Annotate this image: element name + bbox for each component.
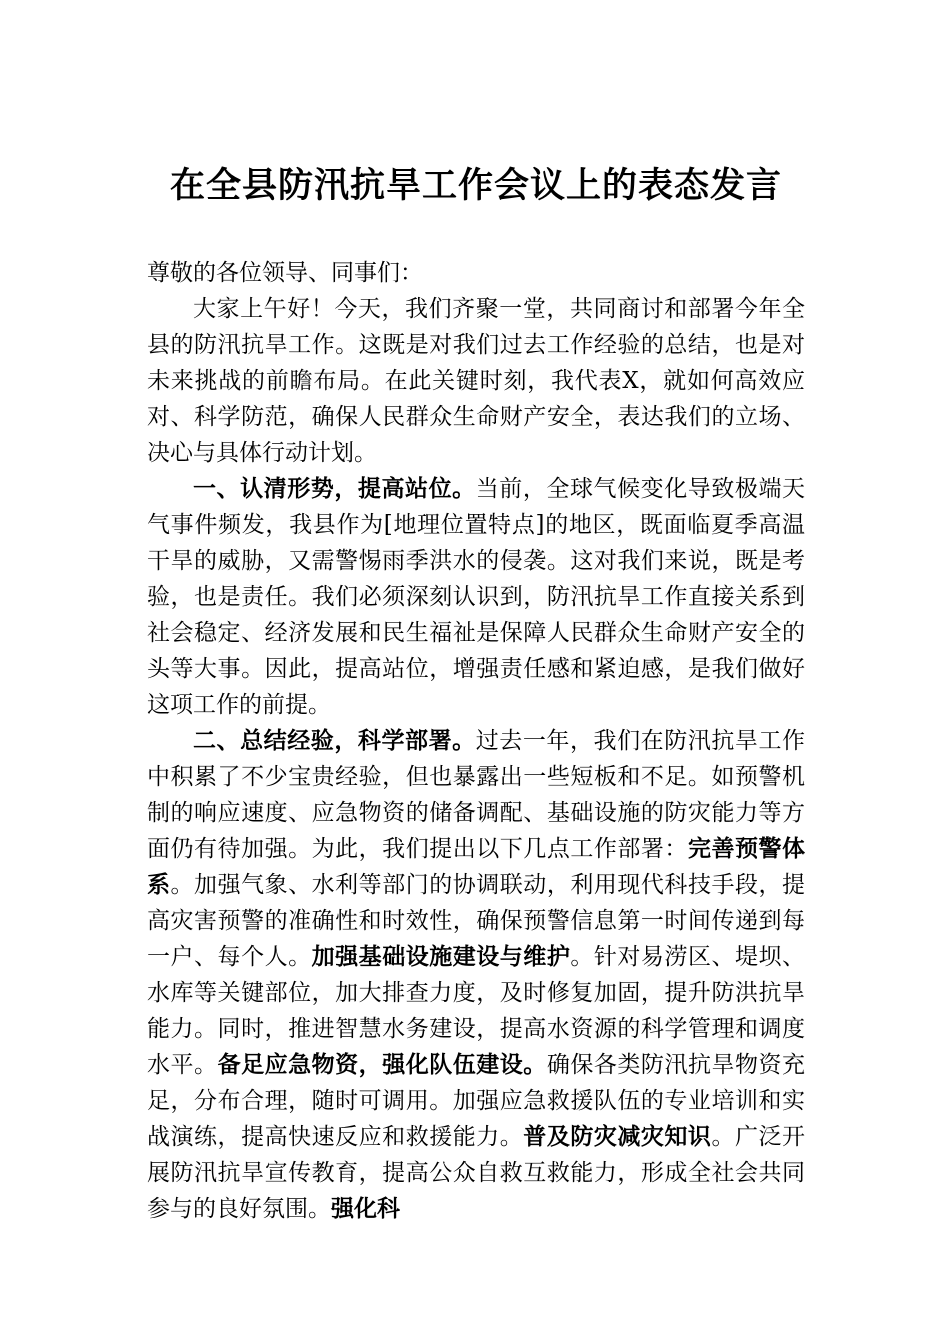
paragraph-situation <box>147 471 805 723</box>
paragraph-intro: 大家上午好！今天，我们齐聚一堂，共同商讨和部署今年全县的防汛抗旱工作。这既是对我们过去工作经验的总结，也是对未来挑战的前瞻布局。在此关键时刻，我代表X，就如何高效应对、科学防范，确保人民群众生命财产安全，表达我们的立场、决心与具体行动计划。 <box>147 296 805 466</box>
document-title: 在全县防汛抗旱工作会议上的表态发言 <box>169 165 782 206</box>
paragraph-situation-text: 当前，全球气候变化导致极端天气事件频发，我县作为[地理位置特点]的地区，既面临夏季高温干旱的威胁，又需警惕雨季洪水的侵袭。这对我们来说，既是考验，也是责任。我们必须深刻认识到，防汛抗旱工作直接关系到社会稳定、经济发展和民生福祉是保障人民群众生命财产安全的头等大事。因此，提高站位，增强责任感和紧迫感，是我们做好这项工作的前提。 <box>147 476 806 718</box>
paragraph-deployment <box>147 723 805 1227</box>
paragraph-deployment-text: 过去一年，我们在防汛抗旱工作中积累了不少宝贵经验，但也暴露出一些短板和不足。如预警机制的响应速度、应急物资的储备调配、基础设施的防灾能力等方面仍有待加强。为此，我们提出以下几点工作部署： <box>147 728 806 862</box>
point-emergency-supplies-text: 确保各类防汛抗旱物资充足，分布合理，随时可调用。加强应急救援队伍的专业培训和实战演练，提高快速反应和救援能力。 <box>147 1052 806 1150</box>
salutation: 尊敬的各位领导、同事们： <box>147 260 423 286</box>
point-emergency-supplies: 备足应急物资，强化队伍建设。 <box>217 1052 547 1078</box>
point-infrastructure: 加强基础设施建设与维护 <box>311 944 571 970</box>
section-heading-deployment: 二、总结经验，科学部署。 <box>193 728 476 754</box>
point-science-partial: 强化科 <box>331 1196 400 1222</box>
point-warning-system-text: 。加强气象、水利等部门的协调联动，利用现代科技手段，提高灾害预警的准确性和时效性，确保预警信息第一时间传递到每一户、每个人。 <box>147 872 806 970</box>
section-heading-situation: 一、认清形势，提高站位。 <box>193 476 476 502</box>
point-knowledge: 普及防灾减灾知识 <box>523 1124 712 1150</box>
point-infrastructure-text: 。针对易涝区、堤坝、水库等关键部位，加大排查力度，及时修复加固，提升防洪抗旱能力。同时，推进智慧水务建设，提高水资源的科学管理和调度水平。 <box>147 944 806 1078</box>
point-knowledge-text: 。广泛开展防汛抗旱宣传教育，提高公众自救互救能力，形成全社会共同参与的良好氛围。 <box>147 1124 806 1222</box>
document-body <box>147 255 805 1227</box>
point-warning-system: 完善预警体系 <box>147 836 806 898</box>
